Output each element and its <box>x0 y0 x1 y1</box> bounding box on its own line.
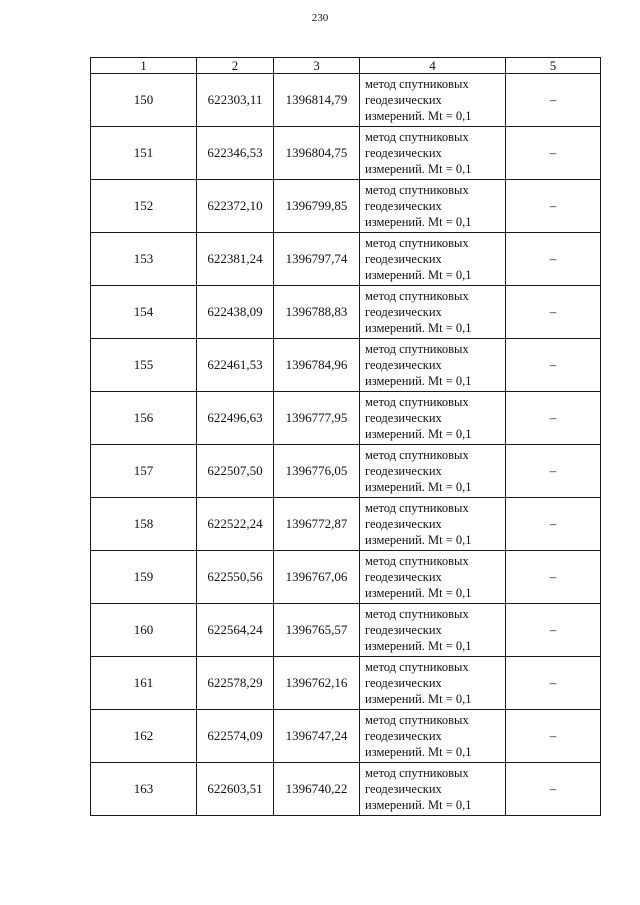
note-cell: – <box>506 74 601 127</box>
method-line: геодезических <box>365 305 442 319</box>
y-coordinate-cell: 1396776,05 <box>274 445 360 498</box>
x-coordinate-cell: 622578,29 <box>197 657 274 710</box>
method-cell <box>360 604 506 657</box>
method-line: измерений. Mt = 0,1 <box>365 268 472 282</box>
method-line: измерений. Mt = 0,1 <box>365 215 472 229</box>
coordinates-table <box>90 57 601 816</box>
y-coordinate-cell: 1396788,83 <box>274 286 360 339</box>
note-cell: – <box>506 604 601 657</box>
note-cell: – <box>506 657 601 710</box>
method-line: геодезических <box>365 570 442 584</box>
y-coordinate-cell: 1396740,22 <box>274 763 360 816</box>
method-line: измерений. Mt = 0,1 <box>365 321 472 335</box>
method-cell <box>360 498 506 551</box>
point-number-cell: 155 <box>91 339 197 392</box>
method-line: геодезических <box>365 199 442 213</box>
x-coordinate-cell: 622522,24 <box>197 498 274 551</box>
x-coordinate-cell: 622346,53 <box>197 127 274 180</box>
table-row <box>91 604 601 657</box>
x-coordinate-cell: 622372,10 <box>197 180 274 233</box>
point-number-cell: 162 <box>91 710 197 763</box>
note-cell: – <box>506 763 601 816</box>
method-cell <box>360 127 506 180</box>
header-row <box>91 58 601 74</box>
method-cell <box>360 74 506 127</box>
y-coordinate-cell: 1396765,57 <box>274 604 360 657</box>
point-number-cell: 154 <box>91 286 197 339</box>
point-number-cell: 150 <box>91 74 197 127</box>
method-line: геодезических <box>365 464 442 478</box>
method-line: метод спутниковых <box>365 448 469 462</box>
table-row <box>91 127 601 180</box>
method-line: измерений. Mt = 0,1 <box>365 586 472 600</box>
y-coordinate-cell: 1396804,75 <box>274 127 360 180</box>
note-cell: – <box>506 339 601 392</box>
table-row <box>91 763 601 816</box>
x-coordinate-cell: 622461,53 <box>197 339 274 392</box>
note-cell: – <box>506 127 601 180</box>
x-coordinate-cell: 622603,51 <box>197 763 274 816</box>
method-line: измерений. Mt = 0,1 <box>365 692 472 706</box>
table-row <box>91 286 601 339</box>
x-coordinate-cell: 622438,09 <box>197 286 274 339</box>
y-coordinate-cell: 1396777,95 <box>274 392 360 445</box>
method-line: геодезических <box>365 623 442 637</box>
method-line: метод спутниковых <box>365 501 469 515</box>
point-number-cell: 161 <box>91 657 197 710</box>
method-line: геодезических <box>365 93 442 107</box>
point-number-cell: 151 <box>91 127 197 180</box>
table-row <box>91 180 601 233</box>
x-coordinate-cell: 622550,56 <box>197 551 274 604</box>
method-cell <box>360 657 506 710</box>
note-cell: – <box>506 445 601 498</box>
point-number-cell: 157 <box>91 445 197 498</box>
column-header-2: 2 <box>197 58 274 74</box>
column-header-3: 3 <box>274 58 360 74</box>
column-header-5: 5 <box>506 58 601 74</box>
x-coordinate-cell: 622496,63 <box>197 392 274 445</box>
method-line: метод спутниковых <box>365 77 469 91</box>
point-number-cell: 152 <box>91 180 197 233</box>
method-cell <box>360 286 506 339</box>
point-number-cell: 156 <box>91 392 197 445</box>
method-line: метод спутниковых <box>365 766 469 780</box>
x-coordinate-cell: 622507,50 <box>197 445 274 498</box>
method-line: геодезических <box>365 729 442 743</box>
method-cell <box>360 445 506 498</box>
y-coordinate-cell: 1396784,96 <box>274 339 360 392</box>
table-row <box>91 392 601 445</box>
table-row <box>91 339 601 392</box>
x-coordinate-cell: 622564,24 <box>197 604 274 657</box>
method-cell <box>360 233 506 286</box>
point-number-cell: 163 <box>91 763 197 816</box>
method-cell <box>360 763 506 816</box>
method-line: измерений. Mt = 0,1 <box>365 427 472 441</box>
method-cell <box>360 551 506 604</box>
y-coordinate-cell: 1396797,74 <box>274 233 360 286</box>
method-line: измерений. Mt = 0,1 <box>365 480 472 494</box>
method-line: метод спутниковых <box>365 713 469 727</box>
method-line: измерений. Mt = 0,1 <box>365 639 472 653</box>
y-coordinate-cell: 1396762,16 <box>274 657 360 710</box>
column-header-1: 1 <box>91 58 197 74</box>
method-line: метод спутниковых <box>365 395 469 409</box>
point-number-cell: 159 <box>91 551 197 604</box>
note-cell: – <box>506 392 601 445</box>
y-coordinate-cell: 1396814,79 <box>274 74 360 127</box>
table-row <box>91 233 601 286</box>
x-coordinate-cell: 622303,11 <box>197 74 274 127</box>
note-cell: – <box>506 551 601 604</box>
method-line: геодезических <box>365 252 442 266</box>
method-line: измерений. Mt = 0,1 <box>365 109 472 123</box>
y-coordinate-cell: 1396747,24 <box>274 710 360 763</box>
point-number-cell: 160 <box>91 604 197 657</box>
y-coordinate-cell: 1396767,06 <box>274 551 360 604</box>
method-line: геодезических <box>365 411 442 425</box>
note-cell: – <box>506 180 601 233</box>
note-cell: – <box>506 498 601 551</box>
method-line: метод спутниковых <box>365 130 469 144</box>
method-cell <box>360 392 506 445</box>
method-line: измерений. Mt = 0,1 <box>365 533 472 547</box>
y-coordinate-cell: 1396799,85 <box>274 180 360 233</box>
method-line: измерений. Mt = 0,1 <box>365 798 472 812</box>
method-line: метод спутниковых <box>365 554 469 568</box>
method-line: геодезических <box>365 676 442 690</box>
method-cell <box>360 710 506 763</box>
y-coordinate-cell: 1396772,87 <box>274 498 360 551</box>
x-coordinate-cell: 622574,09 <box>197 710 274 763</box>
method-cell <box>360 180 506 233</box>
point-number-cell: 153 <box>91 233 197 286</box>
column-header-4: 4 <box>360 58 506 74</box>
table-row <box>91 551 601 604</box>
point-number-cell: 158 <box>91 498 197 551</box>
note-cell: – <box>506 286 601 339</box>
page-number: 230 <box>311 12 329 24</box>
note-cell: – <box>506 233 601 286</box>
x-coordinate-cell: 622381,24 <box>197 233 274 286</box>
method-line: метод спутниковых <box>365 236 469 250</box>
method-line: геодезических <box>365 517 442 531</box>
method-cell <box>360 339 506 392</box>
table-row <box>91 498 601 551</box>
method-line: измерений. Mt = 0,1 <box>365 374 472 388</box>
method-line: метод спутниковых <box>365 342 469 356</box>
table-body <box>91 74 601 816</box>
method-line: геодезических <box>365 358 442 372</box>
method-line: метод спутниковых <box>365 607 469 621</box>
table-row <box>91 445 601 498</box>
table-row <box>91 710 601 763</box>
method-line: геодезических <box>365 782 442 796</box>
note-cell: – <box>506 710 601 763</box>
method-line: метод спутниковых <box>365 660 469 674</box>
table-header <box>91 58 601 74</box>
method-line: метод спутниковых <box>365 289 469 303</box>
table-row <box>91 74 601 127</box>
method-line: геодезических <box>365 146 442 160</box>
method-line: измерений. Mt = 0,1 <box>365 162 472 176</box>
table-row <box>91 657 601 710</box>
method-line: измерений. Mt = 0,1 <box>365 745 472 759</box>
method-line: метод спутниковых <box>365 183 469 197</box>
